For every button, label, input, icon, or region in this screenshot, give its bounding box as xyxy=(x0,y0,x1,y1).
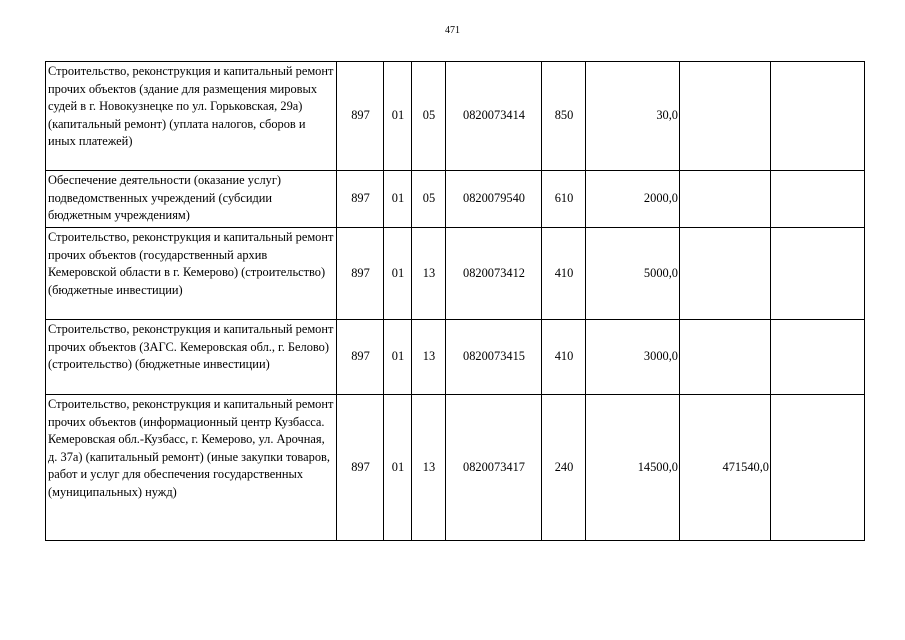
expense-type-code: 410 xyxy=(542,320,586,395)
extra-cell xyxy=(771,320,865,395)
amount-cell: 3000,0 xyxy=(586,320,680,395)
subsection-code: 13 xyxy=(412,395,446,541)
table-row xyxy=(46,395,865,541)
section-code: 01 xyxy=(384,395,412,541)
extra-cell xyxy=(771,171,865,228)
row-description: Обеспечение деятельности (оказание услуг) подведомственных учреждений (субсидии бюджетным учреждениям) xyxy=(46,171,337,228)
extra-cell xyxy=(771,228,865,320)
section-code: 01 xyxy=(384,228,412,320)
ministry-code: 897 xyxy=(337,395,384,541)
section-code: 01 xyxy=(384,320,412,395)
ministry-code: 897 xyxy=(337,320,384,395)
ministry-code: 897 xyxy=(337,228,384,320)
ministry-code: 897 xyxy=(337,171,384,228)
subsection-code: 13 xyxy=(412,320,446,395)
total-cell xyxy=(680,320,771,395)
expense-type-code: 610 xyxy=(542,171,586,228)
total-cell: 471540,0 xyxy=(680,395,771,541)
target-article-code: 0820073417 xyxy=(446,395,542,541)
total-cell xyxy=(680,62,771,171)
amount-cell: 5000,0 xyxy=(586,228,680,320)
row-description: Строительство, реконструкция и капитальный ремонт прочих объектов (ЗАГС. Кемеровская обл., г. Белово) (строительство) (бюджетные инвестиции) xyxy=(46,320,337,395)
expense-type-code: 410 xyxy=(542,228,586,320)
table-row xyxy=(46,62,865,171)
expense-type-code: 850 xyxy=(542,62,586,171)
ministry-code: 897 xyxy=(337,62,384,171)
target-article-code: 0820079540 xyxy=(446,171,542,228)
table-row xyxy=(46,228,865,320)
row-description: Строительство, реконструкция и капитальный ремонт прочих объектов (здание для размещения мировых судей в г. Новокузнецке по ул. Горьковская, 29а) (капитальный ремонт) (уплата налогов, сборов и иных платежей) xyxy=(46,62,337,171)
total-cell xyxy=(680,228,771,320)
extra-cell xyxy=(771,395,865,541)
table-row xyxy=(46,320,865,395)
target-article-code: 0820073414 xyxy=(446,62,542,171)
subsection-code: 05 xyxy=(412,171,446,228)
extra-cell xyxy=(771,62,865,171)
amount-cell: 14500,0 xyxy=(586,395,680,541)
target-article-code: 0820073412 xyxy=(446,228,542,320)
subsection-code: 05 xyxy=(412,62,446,171)
page-number: 471 xyxy=(445,25,460,36)
amount-cell: 2000,0 xyxy=(586,171,680,228)
expense-type-code: 240 xyxy=(542,395,586,541)
target-article-code: 0820073415 xyxy=(446,320,542,395)
amount-cell: 30,0 xyxy=(586,62,680,171)
row-description: Строительство, реконструкция и капитальный ремонт прочих объектов (информационный центр Кузбасса. Кемеровская обл.-Кузбасс, г. Кемерово, ул. Арочная, д. 37а) (капитальный ремонт) (иные закупки товаров, работ и услуг для обеспечения государственных (муниципальных) нужд) xyxy=(46,395,337,541)
table-row xyxy=(46,171,865,228)
section-code: 01 xyxy=(384,62,412,171)
section-code: 01 xyxy=(384,171,412,228)
subsection-code: 13 xyxy=(412,228,446,320)
total-cell xyxy=(680,171,771,228)
row-description: Строительство, реконструкция и капитальный ремонт прочих объектов (государственный архив Кемеровской области в г. Кемерово) (строительство) (бюджетные инвестиции) xyxy=(46,228,337,320)
budget-table xyxy=(45,61,865,541)
